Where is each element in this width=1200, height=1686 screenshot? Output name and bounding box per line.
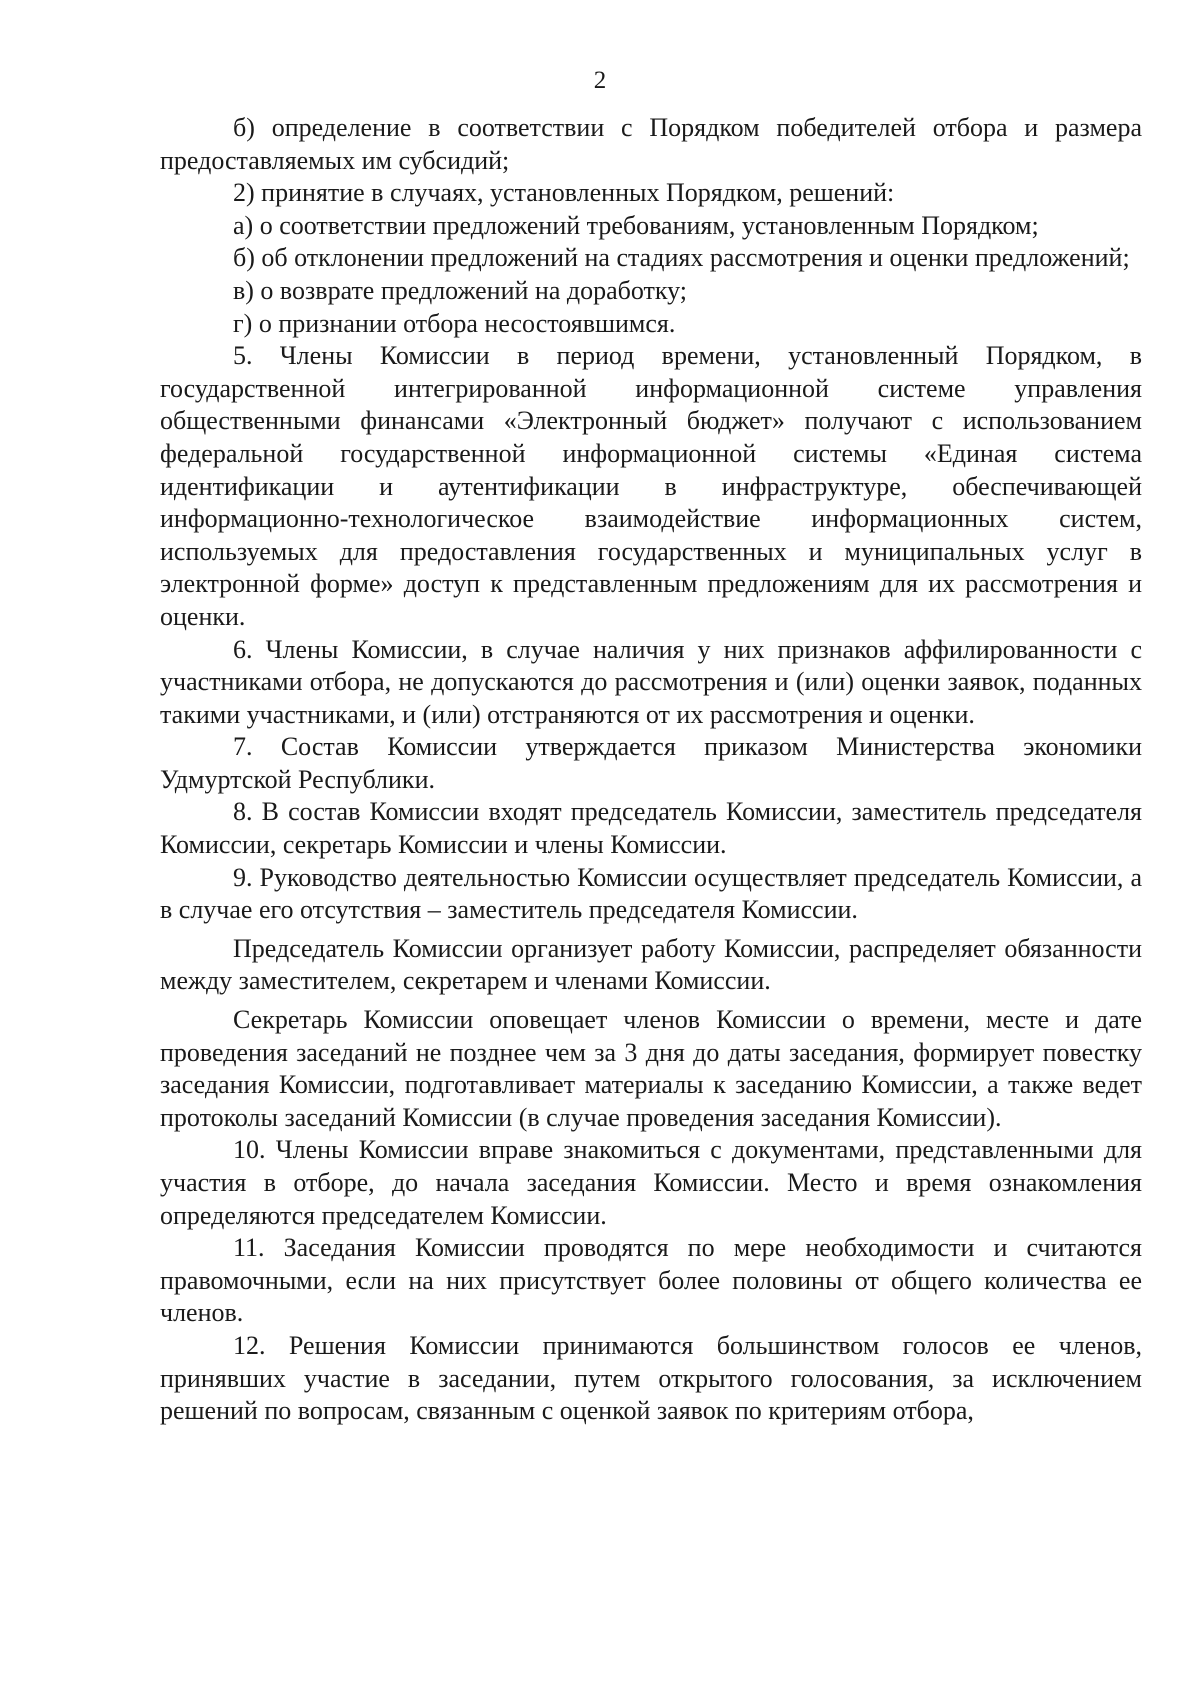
paragraph-1b: б) определение в соответствии с Порядком победителей отбора и размера предоставляемых им субсидий;	[160, 113, 1142, 175]
paragraph-2v: в) о возврате предложений на доработку;	[233, 275, 688, 305]
paragraph-9: 9. Руководство деятельностью Комиссии осуществляет председатель Комиссии, а в случае его отсутствия – заместитель председателя Комиссии.	[160, 862, 1142, 925]
paragraph-8: 8. В состав Комиссии входят председатель Комиссии, заместитель председателя Комиссии, секретарь Комиссии и члены Комиссии.	[160, 797, 1142, 860]
paragraph-2g: г) о признании отбора несостоявшимся.	[233, 308, 676, 338]
paragraph-2: 2) принятие в случаях, установленных Порядком, решений:	[233, 178, 895, 208]
paragraph-7: 7. Состав Комиссии утверждается приказом Министерства экономики Удмуртской Республики.	[160, 732, 1142, 794]
paragraph-11: 11. Заседания Комиссии проводятся по мере необходимости и считаются правомочными, если на них присутствует более половины от общего количества ее членов.	[160, 1233, 1142, 1328]
paragraph-5: 5. Члены Комиссии в период времени, установленный Порядком, в государственной интегрированной информационной системе управления общественными финансами «Электронный бюджет» получают с использованием федеральной государственной информационной системы «Единая система идентификации и аутентификации в инфраструктуре, обеспечивающей информационно-технологическое взаимодействие информационных систем, используемых для предоставления государственных и муниципальных услуг в электронной форме» доступ к представленным предложениям для их рассмотрения и оценки.	[160, 341, 1142, 631]
paragraph-12: 12. Решения Комиссии принимаются большинством голосов ее членов, принявших участие в заседании, путем открытого голосования, за исключением решений по вопросам, связанным с оценкой заявок по критериям отбора,	[160, 1330, 1142, 1426]
paragraph-2b: б) об отклонении предложений на стадиях рассмотрения и оценки предложений;	[233, 243, 1130, 273]
paragraph-2a: а) о соответствии предложений требованиям, установленным Порядком;	[233, 210, 1039, 240]
paragraph-6: 6. Члены Комиссии, в случае наличия у них признаков аффилированности с участниками отбора, не допускаются до рассмотрения и (или) оценки заявок, поданных такими участниками, и (или) отстраняются от их рассмотрения и оценки.	[160, 634, 1142, 729]
document-body	[160, 112, 1142, 1428]
paragraph-secretary: Секретарь Комиссии оповещает членов Комиссии о времени, месте и дате проведения заседаний не позднее чем за 3 дня до даты заседания, формирует повестку заседания Комиссии, подготавливает материалы к заседанию Комиссии, а также ведет протоколы заседаний Комиссии (в случае проведения заседания Комиссии).	[160, 1005, 1142, 1132]
paragraph-10: 10. Члены Комиссии вправе знакомиться с документами, представленными для участия в отборе, до начала заседания Комиссии. Место и время ознакомления определяются председателем Комиссии.	[160, 1135, 1142, 1230]
page-number: 2	[593, 67, 607, 94]
paragraph-chairman: Председатель Комиссии организует работу Комиссии, распределяет обязанности между заместителем, секретарем и членами Комиссии.	[160, 933, 1142, 996]
